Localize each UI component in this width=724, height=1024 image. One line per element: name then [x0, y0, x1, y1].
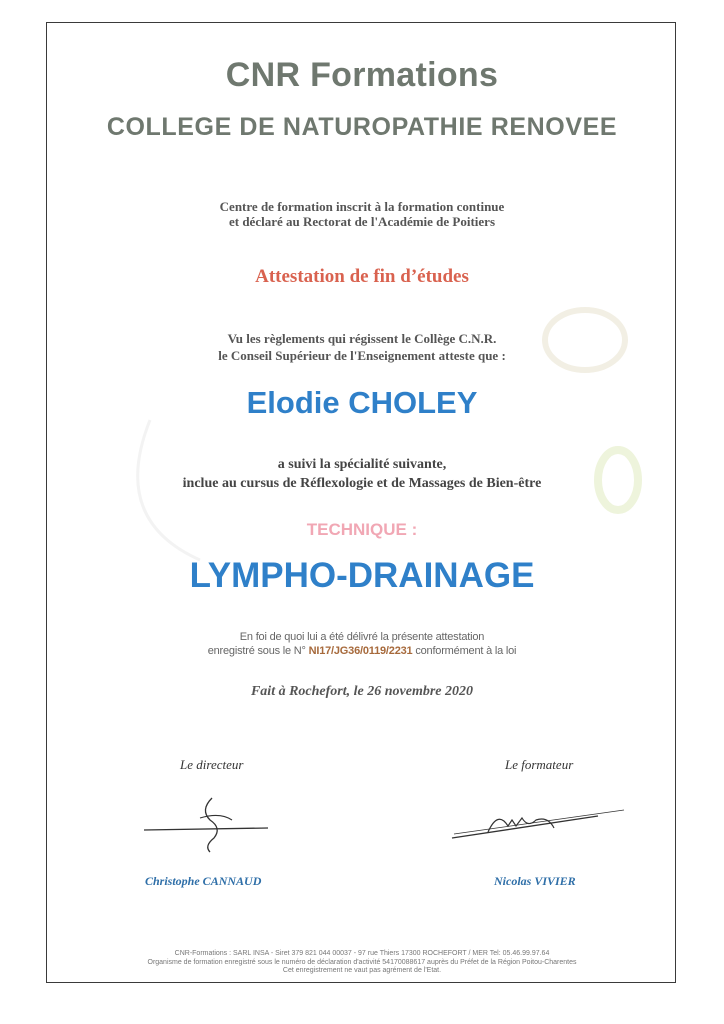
attestation-title: Attestation de fin d’études	[255, 266, 469, 287]
director-role: Le directeur	[180, 757, 244, 772]
speciality-statement	[0, 455, 724, 493]
centre-description	[0, 199, 724, 229]
footer-line: Cet enregistrement ne vaut pas agrément de l'Etat.	[282, 967, 442, 974]
vu-line: Vu les règlements qui régissent le Collège C.N.R.	[227, 331, 497, 346]
institution-subtitle: COLLEGE DE NATUROPATHIE RENOVEE	[106, 113, 618, 141]
regulation-statement	[0, 330, 724, 364]
institution-title: CNR Formations	[225, 56, 499, 94]
trainer-signature-icon	[448, 806, 628, 856]
vu-line: le Conseil Supérieur de l'Enseignement atteste que :	[218, 348, 506, 363]
trainer-name: Nicolas VIVIER	[494, 874, 576, 888]
director-name: Christophe CANNAUD	[145, 874, 262, 888]
foi-prefix: enregistré sous le N°	[207, 645, 306, 657]
technique-label: TECHNIQUE :	[306, 520, 418, 539]
registration-statement	[0, 630, 724, 658]
foi-line: En foi de quoi lui a été délivré la présente attestation	[239, 631, 485, 643]
footer-line: CNR-Formations : SARL INSA - Siret 379 821 044 00037 - 97 rue Thiers 17300 ROCHEFORT / MER Tel: 05.46.99.97.64	[174, 950, 550, 957]
foi-line-2	[0, 644, 724, 658]
recipient-name: Elodie CHOLEY	[246, 385, 478, 420]
centre-line: Centre de formation inscrit à la formation continue	[219, 199, 505, 214]
foi-suffix: conformément à la loi	[415, 645, 517, 657]
place-date: Fait à Rochefort, le 26 novembre 2020	[250, 684, 474, 699]
centre-line: et déclaré au Rectorat de l'Académie de Poitiers	[228, 214, 496, 229]
footer-line: Organisme de formation enregistré sous le numéro de déclaration d'activité 54170088617 auprès du Préfet de la Région Poitou-Charentes	[147, 958, 577, 966]
speciality-name: LYMPHO-DRAINAGE	[189, 556, 535, 595]
director-signature-icon	[140, 790, 280, 860]
suivi-line: inclue au cursus de Réflexologie et de Massages de Bien-être	[182, 476, 542, 491]
registration-number: NI17/JG36/0119/2231	[308, 645, 413, 657]
suivi-line: a suivi la spécialité suivante,	[277, 457, 447, 472]
trainer-role: Le formateur	[505, 757, 574, 772]
footer-legal	[0, 950, 724, 976]
